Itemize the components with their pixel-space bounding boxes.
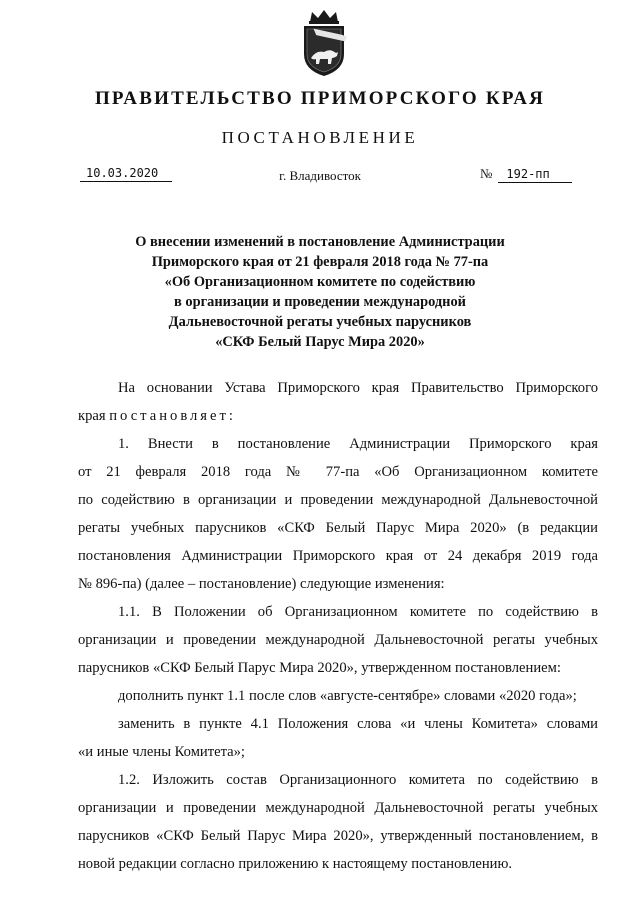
body-line: 1.2. Изложить состав Организационного комитета по содействию в bbox=[118, 772, 598, 788]
document-body bbox=[78, 374, 598, 878]
body-line: от 21 февраля 2018 года № 77-па «Об Организационном комитете bbox=[78, 464, 598, 480]
document-subject bbox=[100, 232, 540, 352]
body-line: новой редакции согласно приложению к настоящему постановлению. bbox=[78, 856, 513, 872]
body-line: парусников «СКФ Белый Парус Мира 2020», утвержденном постановлением: bbox=[78, 660, 561, 676]
subject-line: Дальневосточной регаты учебных парусников bbox=[168, 314, 472, 330]
subject-line: О внесении изменений в постановление Администрации bbox=[135, 234, 505, 250]
body-line: 1. Внести в постановление Администрации Приморского края bbox=[118, 436, 598, 452]
body-line: по содействию в организации и проведении международной Дальневосточной bbox=[78, 492, 598, 508]
subject-line: «СКФ Белый Парус Мира 2020» bbox=[215, 334, 425, 350]
body-line: дополнить пункт 1.1 после слов «августе-сентябре» словами «2020 года»; bbox=[118, 688, 577, 704]
subject-line: Приморского края от 21 февраля 2018 года № 77-па bbox=[151, 254, 489, 270]
body-line: парусников «СКФ Белый Парус Мира 2020», утвержденный постановлением, в bbox=[78, 828, 598, 844]
subject-line: «Об Организационном комитете по содействию bbox=[164, 274, 476, 290]
body-line: постановления Администрации Приморского края от 24 декабря 2019 года bbox=[78, 548, 598, 564]
resolution-word: постановляет: bbox=[109, 408, 236, 424]
body-line: «и иные члены Комитета»; bbox=[78, 744, 245, 760]
body-line: 1.1. В Положении об Организационном комитете по содействию в bbox=[118, 604, 598, 620]
body-line: № 896-па) (далее – постановление) следующие изменения: bbox=[78, 576, 445, 592]
body-line: организации и проведении международной Дальневосточной регаты учебных bbox=[78, 632, 598, 648]
subject-line: в организации и проведении международной bbox=[174, 294, 466, 310]
body-line: регаты учебных парусников «СКФ Белый Парус Мира 2020» (в редакции bbox=[78, 520, 598, 536]
document-city: г. Владивосток bbox=[279, 168, 361, 183]
coat-of-arms-icon bbox=[298, 8, 350, 78]
number-value: 192-пп bbox=[498, 167, 572, 183]
document-number bbox=[480, 166, 572, 183]
government-title: ПРАВИТЕЛЬСТВО ПРИМОРСКОГО КРАЯ bbox=[94, 88, 546, 109]
body-line: На основании Устава Приморского края Правительство Приморского bbox=[118, 380, 598, 396]
document-date: 10.03.2020 bbox=[80, 166, 172, 182]
number-sign: № bbox=[480, 166, 493, 181]
document-type: ПОСТАНОВЛЕНИЕ bbox=[221, 128, 419, 147]
body-line: организации и проведении международной Дальневосточной регаты учебных bbox=[78, 800, 598, 816]
body-line: заменить в пункте 4.1 Положения слова «и члены Комитета» словами bbox=[118, 716, 598, 732]
body-line bbox=[78, 402, 598, 430]
body-text: края bbox=[78, 408, 110, 424]
